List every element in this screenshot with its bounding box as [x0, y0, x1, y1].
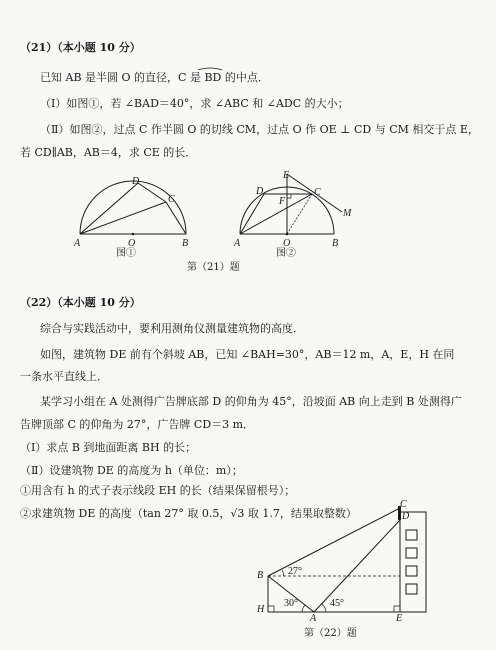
- sight-line-ad: [314, 520, 400, 612]
- label-angle-30: 30°: [284, 598, 298, 609]
- label-a: A: [74, 238, 81, 249]
- q22-part2: （Ⅱ）设建筑物 DE 的高度为 h（单位：m）；: [20, 464, 243, 477]
- label-b: B: [182, 238, 189, 249]
- window: [406, 530, 417, 540]
- q22-line5: 告牌顶部 C 的仰角为 27°，广告牌 CD＝3 m．: [20, 418, 255, 431]
- q22-part1: （Ⅰ）求点 B 到地面距离 BH 的长；: [20, 441, 197, 454]
- label-c: C: [400, 499, 407, 510]
- label-o: O: [128, 238, 136, 249]
- right-angle-e: [394, 606, 400, 612]
- chord-cb: [166, 202, 186, 234]
- chord-dc: [138, 183, 166, 202]
- arc-45: [322, 604, 326, 612]
- right-angle-mark: [287, 194, 291, 198]
- chord-ad: [80, 183, 138, 234]
- label-a: A: [234, 238, 241, 249]
- q21-part2b: 若 CD∥AB，AB＝4，求 CE 的长．: [20, 146, 197, 159]
- q21-figure-1: [70, 172, 190, 252]
- label-f: F: [279, 196, 286, 207]
- q21-heading: （21）（本小题 10 分）: [20, 41, 141, 54]
- arc-27: [282, 570, 284, 576]
- center-o: [132, 233, 135, 236]
- label-o: O: [283, 238, 291, 249]
- label-angle-27: 27°: [288, 566, 302, 577]
- q22-sub1: ①用含有 h 的式子表示线段 EH 的长（结果保留根号）；: [20, 484, 296, 497]
- label-a: A: [310, 613, 317, 624]
- window: [406, 548, 417, 558]
- q21-fig1-caption: 图①: [116, 248, 136, 259]
- q22-heading: （22）（本小题 10 分）: [20, 296, 141, 309]
- label-c: C: [168, 194, 175, 205]
- label-d: D: [132, 176, 140, 187]
- q22-line1: 综合与实践活动中，要利用测角仪测量建筑物的高度．: [40, 322, 304, 335]
- q22-line3: 一条水平直线上．: [20, 370, 108, 383]
- radius-oc: [287, 194, 312, 234]
- center-o: [286, 233, 289, 236]
- q22-figure-caption: 第（22）题: [304, 628, 357, 639]
- q21-line1: 已知 AB 是半圆 O 的直径，C 是 BD 的中点．: [40, 71, 269, 84]
- q22-line4: 某学习小组在 A 处测得广告牌底部 D 的仰角为 45°，沿坡面 AB 向上走到 B 处测得广: [40, 395, 462, 408]
- right-angle-h: [268, 606, 274, 612]
- label-d: D: [256, 186, 264, 197]
- label-b: B: [332, 238, 339, 249]
- label-m: M: [343, 208, 352, 219]
- q21-figure-2: [230, 168, 360, 252]
- q22-figure: [250, 500, 440, 622]
- q21-part2a: （Ⅱ）如图②，过点 C 作半圆 O 的切线 CM，过点 O 作 OE ⊥ CD 与 CM 相交于点 E，: [40, 123, 479, 136]
- label-b: B: [257, 570, 264, 581]
- building-de: [400, 512, 426, 612]
- q21-fig2-caption: 图②: [276, 248, 296, 259]
- chord-ac: [80, 202, 166, 234]
- semicircle: [80, 181, 186, 234]
- window: [406, 584, 417, 594]
- label-e: E: [396, 613, 403, 624]
- q21-part1: （Ⅰ）如图①，若 ∠BAD＝40°，求 ∠ABC 和 ∠ADC 的大小；: [40, 97, 349, 110]
- label-e: E: [283, 170, 290, 181]
- label-d: D: [402, 511, 410, 522]
- chord-ad: [240, 194, 264, 234]
- arc-30: [302, 605, 305, 612]
- q21-figure-caption: 第（21）题: [187, 262, 240, 273]
- label-h: H: [257, 604, 265, 615]
- label-c: C: [314, 187, 321, 198]
- label-angle-45: 45°: [330, 598, 344, 609]
- q22-line2: 如图，建筑物 DE 前有个斜坡 AB，已知 ∠BAH=30°，AB＝12 m，A，E，H 在同: [40, 348, 455, 361]
- chord-ac: [240, 194, 312, 234]
- window: [406, 566, 417, 576]
- q22-sub2: ②求建筑物 DE 的高度（tan 27° 取 0.5，√3 取 1.7，结果取整数）: [20, 507, 357, 520]
